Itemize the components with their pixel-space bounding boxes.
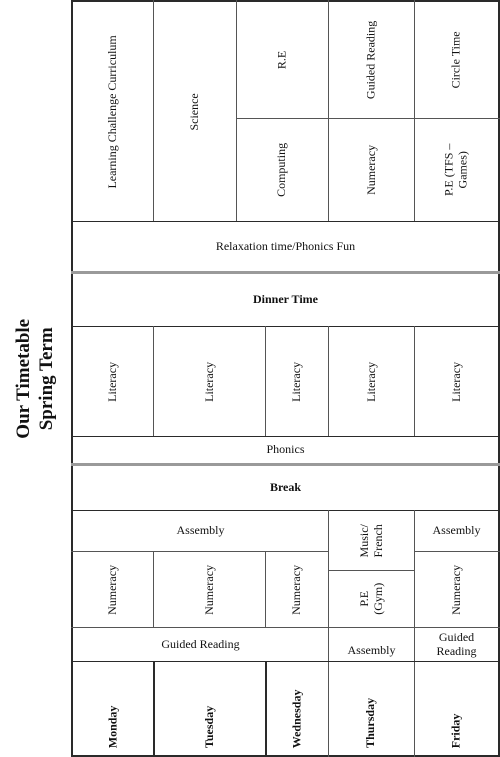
cell-literacy-thu: Literacy	[363, 361, 378, 402]
cell-dinner-time: Dinner Time	[252, 292, 318, 307]
cell-phonics: Phonics	[266, 442, 305, 457]
day-friday: Friday	[448, 713, 463, 748]
cell-guided-reading-mon-wed: Guided Reading	[161, 636, 240, 651]
cell-numeracy-mon: Numeracy	[105, 564, 120, 615]
day-wednesday: Wednesday	[289, 689, 304, 748]
cell-literacy-fri: Literacy	[448, 361, 463, 402]
cell-assembly-thu: Assembly	[347, 643, 396, 658]
cell-numeracy-fri: Numeracy	[448, 564, 463, 615]
title-line-1: Our Timetable	[12, 318, 34, 439]
cell-assembly-fri: Assembly	[432, 523, 481, 538]
page-title	[0, 0, 71, 757]
day-thursday: Thursday	[363, 697, 378, 748]
cell-guided-reading-fri: Guided Reading	[436, 629, 477, 658]
cell-assembly-mon-wed: Assembly	[176, 523, 225, 538]
cell-circle-time: Circle Time	[448, 31, 463, 89]
cell-computing: Computing	[274, 142, 289, 197]
cell-literacy-tue: Literacy	[201, 361, 216, 402]
day-tuesday: Tuesday	[202, 705, 217, 748]
cell-guided-reading-thu: Guided Reading	[363, 20, 378, 100]
title-line-2: Spring Term	[35, 327, 57, 430]
cell-numeracy-thu-pm: Numeracy	[363, 145, 378, 195]
cell-numeracy-tue: Numeracy	[201, 564, 216, 615]
cell-re: R.E	[274, 50, 289, 70]
cell-music-french: Music/ French	[356, 523, 385, 558]
cell-learning-challenge: Learning Challenge Curriculum	[105, 34, 120, 189]
cell-pe-gym: P.E (Gym)	[356, 583, 385, 615]
cell-numeracy-wed: Numeracy	[289, 564, 304, 615]
cell-relaxation: Relaxation time/Phonics Fun	[215, 238, 356, 253]
cell-science: Science	[187, 92, 202, 131]
cell-break: Break	[269, 480, 302, 495]
cell-literacy-wed: Literacy	[289, 361, 304, 402]
cell-literacy-mon: Literacy	[105, 361, 120, 402]
cell-pe-games: P.E (TFS – Games)	[441, 143, 470, 197]
day-monday: Monday	[105, 705, 120, 748]
